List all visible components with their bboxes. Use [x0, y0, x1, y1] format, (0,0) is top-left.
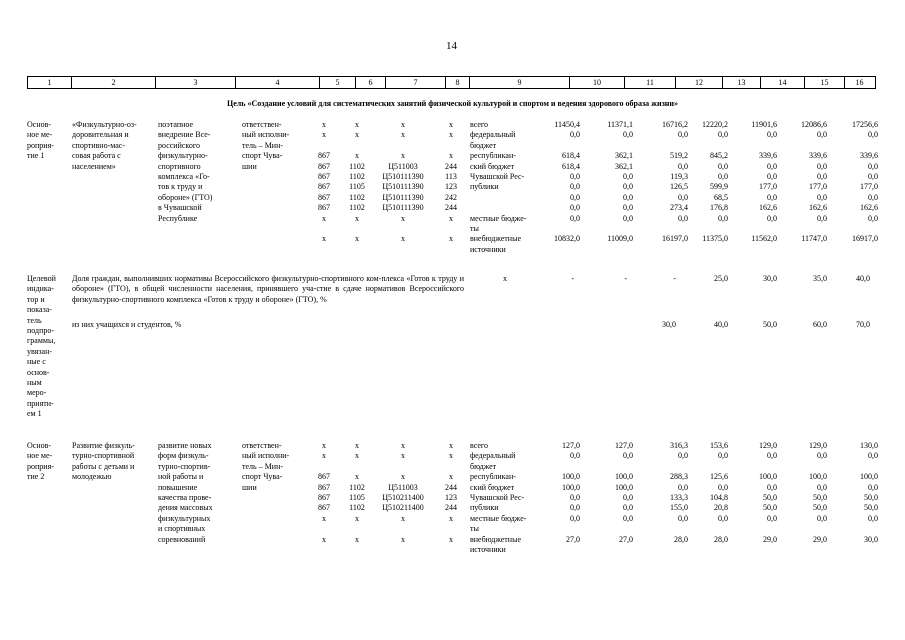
block1-year-col14: 11901,6 0,0 339,6 0,0 0,0 177,0 0,0 162,6 0,0 11562,0: [751, 120, 777, 244]
block2-year-col15: 129,0 0,0 100,0 0,0 50,0 50,0 0,0 29,0: [809, 441, 827, 544]
block1-event-title: «Физкультурно-оз- доровительная и спортивно-мас- совая работа с населением»: [72, 120, 137, 171]
indicator2-value: 70,0: [856, 320, 870, 329]
block1-year-col10: 11450,4 0,0 618,4 618,4 0,0 0,0 0,0 0,0 0,0 10832,0: [554, 120, 580, 244]
indicator1-value: x: [503, 274, 507, 283]
indicator2-value: 40,0: [714, 320, 728, 329]
block2-year-col11: 127,0 0,0 100,0 100,0 0,0 0,0 0,0 27,0: [615, 441, 633, 544]
header-col-15: 15: [805, 77, 845, 88]
block2-year-col13: 153,6 0,0 125,6 0,0 104,8 20,8 0,0 28,0: [710, 441, 728, 544]
header-col-10: 10: [570, 77, 625, 88]
block2-event-title: Развитие физкуль- турно-спортивной работы с детьми и молодежью: [72, 441, 135, 482]
block2-source: всего федеральный бюджет республикан- ский бюджет Чувашской Рес- публики местные бюдже- ты внебюджетные источники: [470, 441, 527, 555]
header-col-16: 16: [855, 78, 864, 87]
goal-title: Цель «Создание условий для систематических занятий физической культурой и спортом и ведения здорового образа жизни»: [226, 99, 678, 108]
block2-expense-group: x x x 244 123 244 x x: [445, 441, 457, 544]
block1-year-col11: 11371,1 0,0 362,1 362,1 0,0 0,0 0,0 0,0 0,0 11009,0: [607, 120, 633, 244]
header-col-14: 14: [761, 77, 805, 88]
block2-target-article: x x x Ц511003 Ц510211400 Ц510211400 x x: [382, 441, 424, 544]
indicator2-value: 60,0: [813, 320, 827, 329]
block1-description: поэтапное внедрение Все- российского физкультурно- спортивного комплекса «Го- тов к труду и обороне» (ГТО) в Чувашской Республике: [158, 120, 213, 223]
header-col-13: 13: [723, 77, 761, 88]
indicator-label: Целевой индика- тор и показа- тель подпро- граммы, увязан- ные с основ- ным меро- прияти- ем 1: [27, 274, 56, 419]
block2-year-col10: 127,0 0,0 100,0 100,0 0,0 0,0 0,0 27,0: [562, 441, 580, 544]
block2-year-col14: 129,0 0,0 100,0 0,0 50,0 50,0 0,0 29,0: [759, 441, 777, 544]
indicator1-value: 40,0: [856, 274, 870, 283]
block2-year-col16: 130,0 0,0 100,0 0,0 50,0 50,0 0,0 30,0: [860, 441, 878, 544]
block2-section: x x x 1102 1105 1102 x x: [349, 441, 365, 544]
block1-section: x x x 1102 1102 1105 1102 1102 x x: [349, 120, 365, 244]
header-col-9: 9: [470, 77, 570, 88]
page-number: 14: [446, 40, 457, 52]
block2-grbs: x x 867 867 867 867 x x: [318, 441, 330, 544]
indicator1-value: 30,0: [763, 274, 777, 283]
indicator2-value: 50,0: [763, 320, 777, 329]
block1-year-col13: 12220,2 0,0 845,2 0,0 0,0 599,9 68,5 176,8 0,0 11375,0: [702, 120, 728, 244]
table-header-row: [27, 76, 876, 89]
header-col-8: 8: [446, 77, 470, 88]
indicator-text-2: из них учащихся и студентов, %: [72, 320, 182, 329]
header-col-11: 11: [625, 77, 676, 88]
block1-year-col16: 17256,6 0,0 339,6 0,0 0,0 177,0 0,0 162,6 0,0 16917,0: [852, 120, 878, 244]
header-col-3: 3: [156, 77, 236, 88]
block2-description: развитие новых форм физкуль- турно-спортив- ной работы и повышение качества прове- дения массовых физкультурных и спортивных соревнований: [158, 441, 213, 544]
indicator-text-1: Доля граждан, выполнивших нормативы Всероссийского физкультурно-спортивного ком-плекса «Готов к труду и обороне» (ГТО), в общей численности населения, принявшего уча-стие в сдаче нормативов Всероссийского физкультурно-спортивного комплекса «Готов к труду и обороне» (ГТО), %: [72, 274, 464, 304]
block1-grbs: x x 867 867 867 867 867 867 x x: [318, 120, 330, 244]
block1-year-col15: 12086,6 0,0 339,6 0,0 0,0 177,0 0,0 162,6 0,0 11747,0: [801, 120, 827, 244]
block2-event-name: Основ- ное ме- роприя- тие 2: [27, 441, 54, 482]
indicator1-value: -: [673, 274, 676, 283]
block1-source: всего федеральный бюджет республикан- ский бюджет Чувашской Рес- публики местные бюдже- ты внебюджетные источники: [470, 120, 527, 254]
header-col-4: 4: [236, 77, 320, 88]
block1-target-article: x x x Ц511003 Ц510111390 Ц510111390 Ц510111390 Ц510111390 x x: [382, 120, 424, 244]
block1-executor: ответствен- ный исполни- тель – Мин- спорт Чува- шии: [242, 120, 290, 171]
block1-year-col12: 16716,2 0,0 519,2 0,0 119,3 126,5 0,0 273,4 0,0 16197,0: [662, 120, 688, 244]
block2-executor: ответствен- ный исполни- тель – Мин- спорт Чува- шии: [242, 441, 290, 492]
header-col-7: 7: [386, 77, 446, 88]
header-col-2: 2: [72, 77, 156, 88]
header-col-12: 12: [676, 77, 723, 88]
indicator1-value: 25,0: [714, 274, 728, 283]
header-col-6: 6: [356, 77, 386, 88]
indicator1-value: -: [624, 274, 627, 283]
block1-expense-group: x x x 244 113 123 242 244 x x: [445, 120, 457, 244]
indicator2-value: 30,0: [662, 320, 676, 329]
block1-event-name: Основ- ное ме- роприя- тие 1: [27, 120, 54, 161]
header-col-1: 1: [28, 77, 72, 88]
header-col-5: 5: [320, 77, 356, 88]
indicator1-value: -: [571, 274, 574, 283]
block2-year-col12: 316,3 0,0 288,3 0,0 133,3 155,0 0,0 28,0: [670, 441, 688, 544]
indicator1-value: 35,0: [813, 274, 827, 283]
